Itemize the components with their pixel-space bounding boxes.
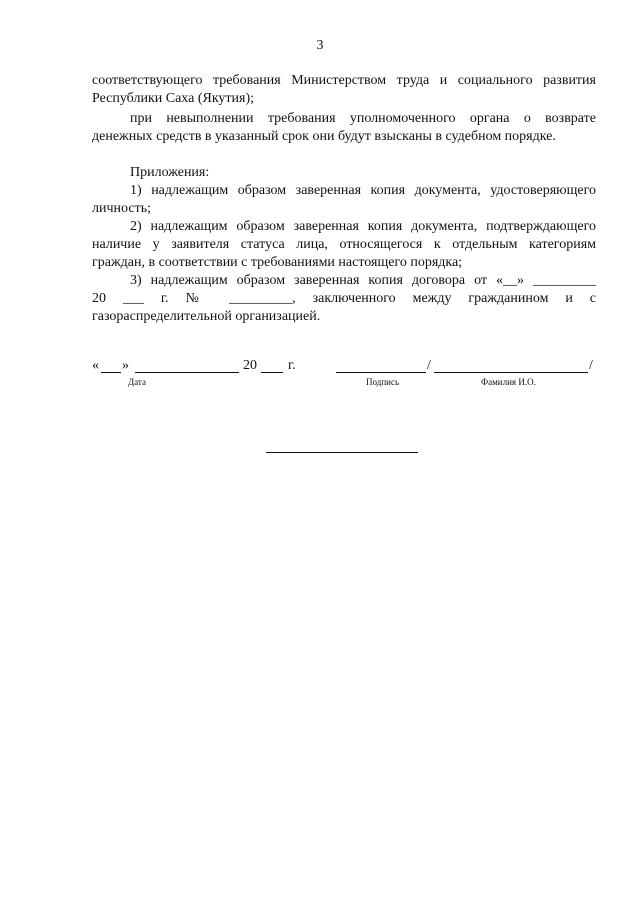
attachment-item: 2) надлежащим образом заверенная копия документа, подтверждающего [130, 219, 596, 234]
signature-caption: Подпись [366, 377, 400, 387]
attachment-item: граждан, в соответствии с требованиями настоящего порядка; [92, 255, 463, 270]
paragraph-line: Республики Саха (Якутия); [92, 91, 255, 106]
attachments-heading: Приложения: [130, 165, 210, 180]
attachment-item: 3) надлежащим образом заверенная копия договора от «__» _________ [130, 273, 596, 288]
month-blank [135, 358, 239, 373]
paragraph-line: денежных средств в указанный срок они будут взысканы в судебном порядке. [92, 129, 556, 144]
year-blank [261, 358, 283, 373]
attachment-item: газораспределительной организацией. [92, 309, 321, 324]
date-close-quote: » [122, 358, 129, 373]
year-suffix: г. [288, 358, 296, 373]
signature-row [92, 358, 596, 378]
name-caption: Фамилия И.О. [481, 377, 536, 387]
date-open-quote: « [92, 358, 99, 373]
paragraph-line: при невыполнении требования уполномоченного органа о возврате [130, 111, 596, 126]
name-blank [434, 358, 588, 373]
attachment-item: 20 ___ г. № _________, заключенного между гражданином и с [92, 291, 596, 306]
attachment-item: наличие у заявителя статуса лица, относящегося к отдельным категориям [92, 237, 596, 252]
signature-blank [336, 358, 426, 373]
paragraph-line: соответствующего требования Министерством труда и социального развития [92, 73, 596, 88]
attachment-item: личность; [92, 201, 151, 216]
attachment-item: 1) надлежащим образом заверенная копия документа, удостоверяющего [130, 183, 596, 198]
name-slash: / [589, 358, 593, 373]
end-separator-line [266, 452, 418, 453]
year-prefix: 20 [243, 358, 257, 373]
date-caption: Дата [128, 377, 146, 387]
page-number: 3 [316, 38, 324, 53]
day-blank [101, 358, 121, 373]
signature-slash: / [427, 358, 431, 373]
